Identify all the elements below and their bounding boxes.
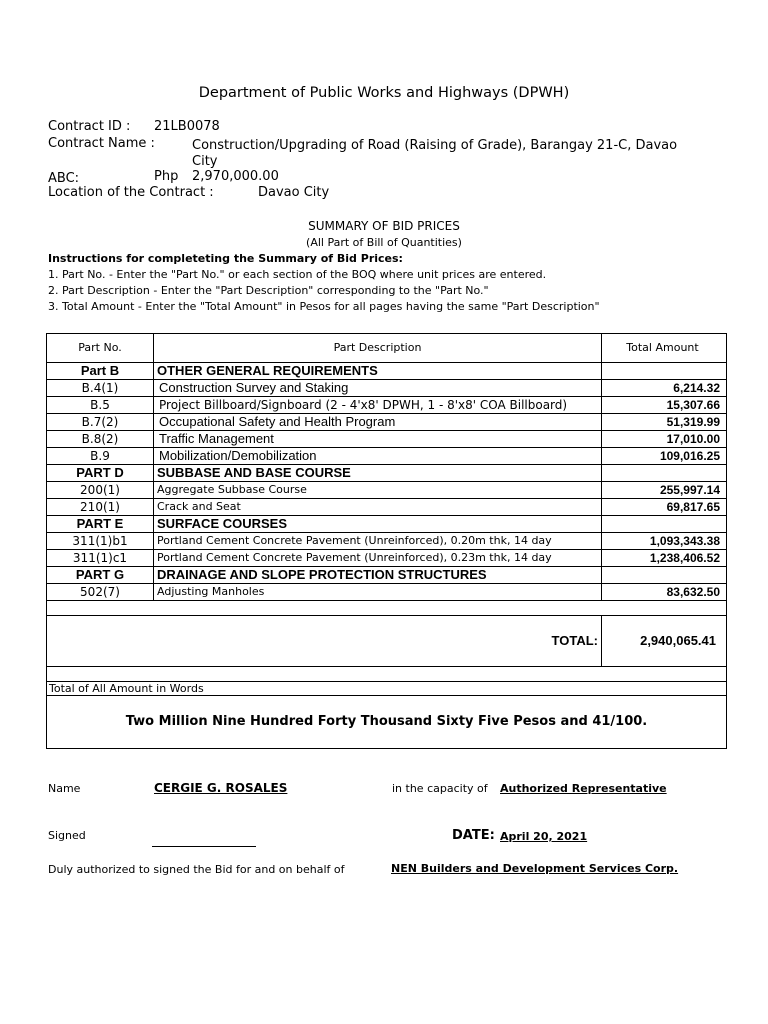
column-header: Part Description — [154, 334, 602, 363]
part-no: Part B — [47, 363, 154, 380]
company-name: NEN Builders and Development Services Corp. — [391, 862, 679, 875]
blank-row — [47, 601, 727, 616]
part-no: 311(1)c1 — [47, 550, 154, 567]
words-row — [47, 696, 727, 749]
total-amount: 69,817.65 — [602, 499, 727, 516]
part-no: 210(1) — [47, 499, 154, 516]
total-amount: 6,214.32 — [602, 380, 727, 397]
total-amount: 1,238,406.52 — [602, 550, 727, 567]
abc-currency: Php — [154, 169, 179, 184]
part-no: B.5 — [47, 397, 154, 414]
part-description: Aggregate Subbase Course — [154, 482, 602, 499]
contract-id-value: 21LB0078 — [154, 119, 220, 134]
table-row — [47, 414, 727, 431]
column-header: Part No. — [47, 334, 154, 363]
part-description: Crack and Seat — [154, 499, 602, 516]
abc-value: 2,970,000.00 — [192, 169, 279, 184]
signed-label: Signed — [48, 829, 86, 842]
table-row — [47, 363, 727, 380]
capacity-label: in the capacity of — [392, 782, 488, 795]
instruction-item: 2. Part Description - Enter the "Part Description" corresponding to the "Part No." — [48, 284, 489, 297]
signatory-name: CERGIE G. ROSALES — [154, 781, 288, 795]
total-amount: 51,319.99 — [602, 414, 727, 431]
part-description: Portland Cement Concrete Pavement (Unreinforced), 0.23m thk, 14 day — [154, 550, 602, 567]
part-no: PART E — [47, 516, 154, 533]
part-description: Project Billboard/Signboard (2 - 4'x8' DPWH, 1 - 8'x8' COA Billboard) — [154, 397, 602, 414]
table-header-row — [47, 334, 727, 363]
part-no: PART G — [47, 567, 154, 584]
part-no: B.9 — [47, 448, 154, 465]
table-row — [47, 482, 727, 499]
part-description: Portland Cement Concrete Pavement (Unreinforced), 0.20m thk, 14 day — [154, 533, 602, 550]
instruction-item: 1. Part No. - Enter the "Part No." or each section of the BOQ where unit prices are entered. — [48, 268, 547, 281]
summary-subheading: (All Part of Bill of Quantities) — [306, 236, 462, 249]
total-amount: 83,632.50 — [602, 584, 727, 601]
blank-cell — [47, 601, 727, 616]
part-no: 502(7) — [47, 584, 154, 601]
date-value: April 20, 2021 — [500, 830, 588, 843]
table-row — [47, 533, 727, 550]
total-amount: 109,016.25 — [602, 448, 727, 465]
total-value: 2,940,065.41 — [602, 616, 727, 667]
document-title: Department of Public Works and Highways (DPWH) — [198, 85, 570, 101]
capacity-value: Authorized Representative — [500, 782, 667, 795]
part-no: B.4(1) — [47, 380, 154, 397]
part-description: DRAINAGE AND SLOPE PROTECTION STRUCTURES — [154, 567, 602, 584]
table-row — [47, 550, 727, 567]
summary-heading: SUMMARY OF BID PRICES — [308, 219, 460, 233]
location-label: Location of the Contract : — [48, 185, 214, 200]
table-row — [47, 584, 727, 601]
location-value: Davao City — [258, 185, 330, 200]
part-no: B.7(2) — [47, 414, 154, 431]
table-row — [47, 499, 727, 516]
total-amount: 255,997.14 — [602, 482, 727, 499]
part-description: Construction Survey and Staking — [154, 380, 602, 397]
words-label-row — [47, 682, 727, 696]
total-label: TOTAL: — [47, 616, 602, 667]
part-description: Adjusting Manholes — [154, 584, 602, 601]
part-description: Occupational Safety and Health Program — [154, 414, 602, 431]
words-label: Total of All Amount in Words — [47, 682, 727, 696]
part-description: OTHER GENERAL REQUIREMENTS — [154, 363, 602, 380]
total-row — [47, 616, 727, 667]
total-amount: 1,093,343.38 — [602, 533, 727, 550]
part-description: SURFACE COURSES — [154, 516, 602, 533]
date-label: DATE: — [452, 828, 495, 843]
total-amount: 15,307.66 — [602, 397, 727, 414]
bid-summary-table — [46, 333, 727, 749]
behalf-label: Duly authorized to signed the Bid for and on behalf of — [48, 863, 345, 876]
table-row — [47, 397, 727, 414]
name-label: Name — [48, 782, 81, 795]
table-row — [47, 516, 727, 533]
part-no: PART D — [47, 465, 154, 482]
blank-cell — [47, 667, 727, 682]
total-amount — [602, 465, 727, 482]
table-row — [47, 448, 727, 465]
part-description: SUBBASE AND BASE COURSE — [154, 465, 602, 482]
table-row — [47, 465, 727, 482]
signature-line — [152, 834, 256, 847]
column-header: Total Amount — [602, 334, 727, 363]
part-description: Traffic Management — [154, 431, 602, 448]
instructions-title: Instructions for completeting the Summary of Bid Prices: — [48, 252, 403, 265]
part-no: 311(1)b1 — [47, 533, 154, 550]
table-row — [47, 567, 727, 584]
total-amount — [602, 363, 727, 380]
part-description: Mobilization/Demobilization — [154, 448, 602, 465]
contract-name-line2: City — [192, 154, 218, 169]
contract-name-label: Contract Name : — [48, 136, 155, 151]
words-value: Two Million Nine Hundred Forty Thousand Sixty Five Pesos and 41/100. — [47, 696, 727, 749]
contract-name-line1: Construction/Upgrading of Road (Raising of Grade), Barangay 21-C, Davao — [192, 138, 678, 153]
total-amount: 17,010.00 — [602, 431, 727, 448]
blank-row — [47, 667, 727, 682]
total-amount — [602, 567, 727, 584]
table-row — [47, 380, 727, 397]
part-no: 200(1) — [47, 482, 154, 499]
contract-id-label: Contract ID : — [48, 119, 131, 134]
table-row — [47, 431, 727, 448]
part-no: B.8(2) — [47, 431, 154, 448]
instruction-item: 3. Total Amount - Enter the "Total Amount" in Pesos for all pages having the same "Part Description" — [48, 300, 600, 313]
abc-label: ABC: — [48, 171, 80, 186]
total-amount — [602, 516, 727, 533]
